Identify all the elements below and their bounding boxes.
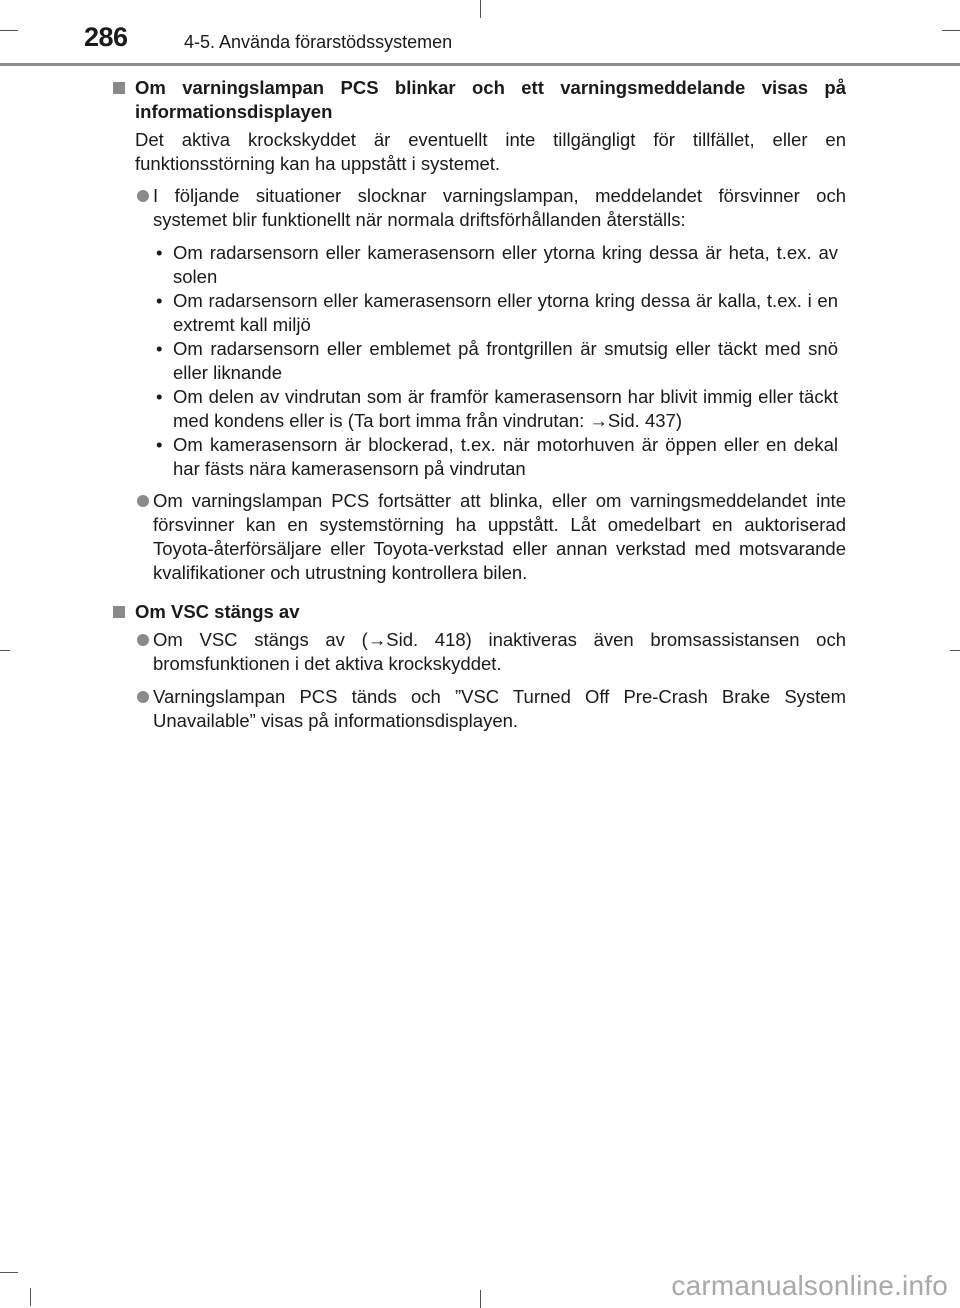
sub-list-item (113, 385, 846, 433)
crop-mark (950, 650, 960, 651)
sub-list-item-text: Om kamerasensorn är blockerad, t.ex. när motorhuven är öppen eller en dekal har fästs nära kamerasensorn på vindrutan (173, 434, 838, 479)
sub-list-item (113, 241, 846, 289)
crop-mark (30, 1288, 31, 1306)
page-header (0, 0, 960, 66)
sub-list-item (113, 337, 846, 385)
list-item (113, 685, 846, 733)
header-divider (0, 63, 960, 66)
page-content (113, 76, 846, 742)
sub-list-marker: • (156, 386, 163, 407)
sub-list-marker: • (156, 242, 163, 263)
section-intro: Det aktiva krockskyddet är eventuellt inte tillgängligt för tillfället, eller en funktionsstörning kan ha uppstått i systemet. (135, 129, 846, 174)
crop-mark (0, 1272, 18, 1273)
crop-mark (0, 650, 10, 651)
sub-list-item-text: Om radarsensorn eller kamerasensorn eller ytorna kring dessa är heta, t.ex. av solen (173, 242, 838, 287)
sub-list-marker: • (156, 290, 163, 311)
sub-list-item (113, 289, 846, 337)
sub-list-marker: • (156, 338, 163, 359)
circle-bullet-icon (137, 691, 149, 703)
list-item-text: Om varningslampan PCS fortsätter att blinka, eller om varningsmeddelandet inte försvinner kan en systemstörning ha uppstått. Låt omedelbart en auktoriserad Toyota-återförsäljare eller Toyota-verkstad eller annan verkstad med motsvarande kvalifikationer och utrustning kontrollera bilen. (153, 490, 846, 583)
list-item-text: Om VSC stängs av (→Sid. 418) inaktiveras även bromsassistansen och bromsfunktionen i det aktiva krockskyddet. (153, 629, 846, 674)
section-heading-text: Om VSC stängs av (135, 601, 300, 622)
section-heading (113, 76, 846, 124)
sub-list-item-text: Om delen av vindrutan som är framför kamerasensorn har blivit immig eller täckt med kondens eller is (Ta bort imma från vindrutan: →Sid. 437) (173, 386, 838, 431)
watermark: carmanualsonline.info (671, 1270, 948, 1301)
square-bullet-icon (113, 606, 125, 618)
circle-bullet-icon (137, 495, 149, 507)
sub-list-marker: • (156, 434, 163, 455)
circle-bullet-icon (137, 190, 149, 202)
list-item (113, 489, 846, 585)
section-title: 4-5. Använda förarstödssystemen (184, 32, 453, 52)
sub-list-item-text: Om radarsensorn eller emblemet på frontgrillen är smutsig eller täckt med snö eller liknande (173, 338, 838, 383)
list-item (113, 628, 846, 676)
crop-mark (480, 1290, 481, 1308)
sub-list-item (113, 433, 846, 481)
circle-bullet-icon (137, 634, 149, 646)
section-heading (113, 600, 846, 624)
list-item (113, 184, 846, 232)
section-heading-text: Om varningslampan PCS blinkar och ett varningsmeddelande visas på informationsdisplayen (135, 77, 846, 122)
list-item-text: I följande situationer slocknar varningslampan, meddelandet försvinner och systemet blir funktionellt när normala driftsförhållanden återställs: (153, 185, 846, 230)
list-item-text: Varningslampan PCS tänds och ”VSC Turned Off Pre-Crash Brake System Unavailable” visas på informationsdisplayen. (153, 686, 846, 731)
sub-list (113, 241, 846, 481)
square-bullet-icon (113, 82, 125, 94)
page-number: 286 (84, 22, 128, 52)
sub-list-item-text: Om radarsensorn eller kamerasensorn eller ytorna kring dessa är kalla, t.ex. i en extremt kall miljö (173, 290, 838, 335)
